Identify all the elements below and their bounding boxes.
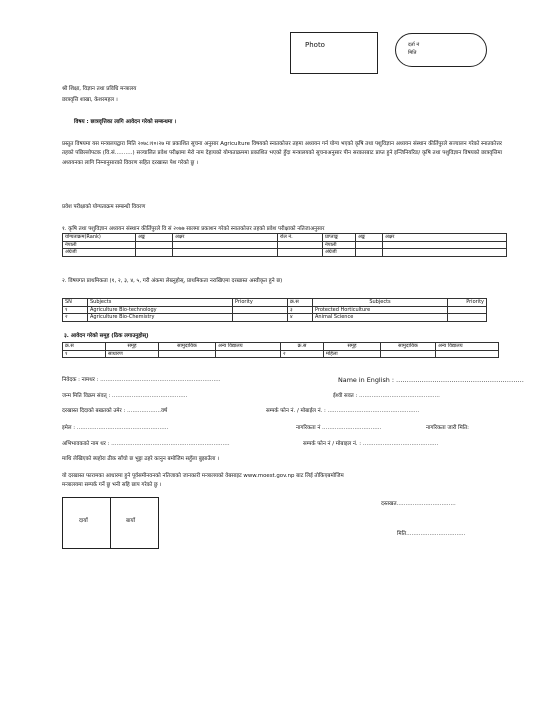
section1-subtitle: १. कृषि तथा पशुविज्ञान अध्ययन संस्थान कीर्तिपुरले वि सं २०७७ सालमा प्रकाशन गरेको स्नातकोत्तर तहको प्रवेश परीक्षाको नतिजाअनुसार [62,226,325,232]
merit-cell: अंग्रेजी [63,249,136,257]
merit-header: अक्षर [173,234,278,242]
registration-oval [395,33,487,67]
group-cell: साधारण [106,350,159,358]
section1-title: प्रवेश परीक्षाको योग्यताक्रम सम्बन्धी विवरण [62,204,146,210]
subjects-header: Priority [448,299,487,307]
age-field[interactable]: दरखास्त दिदाको बखतको उमेर : ……………….वर्ष [62,408,168,414]
thumbprint-divider [110,498,111,548]
merit-header: अङ्क [356,234,383,242]
priority-note: २. विषयगत प्राथमिकता (१, २, ३, ४, ५, गरी अंकमा लेख्नुहोस्, प्राथमिकता नराखिएमा दरखास्त अस्वीकृत हुने छ) [62,278,283,284]
dob-ad-field[interactable]: ईश्वी सवत : ……………………………………… [333,393,440,399]
subjects-header: Subjects [313,299,448,307]
guardian-phone-field[interactable]: सम्पर्क फोन नं / मोबाइल नं. : …………………………………… [303,441,439,447]
table-row [63,350,499,358]
group-header: सामुदायिक [159,343,216,351]
registration-date-label: मिति [408,50,417,56]
citizenship-number-field[interactable]: नागरिकता नं …………………………… [296,425,382,431]
merit-table [62,233,507,257]
subject-cell: १ [63,306,88,314]
subjects-header: Priority [233,299,288,307]
merit-cell: नेपाली [323,241,356,249]
table-row [63,314,487,322]
subjects-header: SN [63,299,88,307]
subjects-header: क्र.स [288,299,313,307]
group-header: समूह [106,343,159,351]
thumbprint-box [62,497,159,549]
merit-cell: अंग्रेजी [323,249,356,257]
guardian-name-field[interactable]: अभिभावकको नाम थर : ………………………………………………………… [62,441,230,447]
subject-cell: ४ [288,314,313,322]
photo-box [290,32,378,74]
merit-header: रोल नं. [278,234,323,242]
group-header: अन्य विद्यालय [436,343,499,351]
group-cell [159,350,216,358]
merit-header: योग्यताक्रम(Rank) [63,234,136,242]
merit-header: अक्षर [383,234,507,242]
subject-cell [233,306,288,314]
merit-cell: नेपाली [63,241,136,249]
subject-cell: Agriculture Bio-technology [88,306,233,314]
citizenship-issue-date-field[interactable]: नागरिकता जारी मिति: [426,425,469,431]
subject-cell: Agriculture Bio-Chemistry [88,314,233,322]
declaration-line: माथि लेखिएको ब्यहोरा ठीक साँचो छ भुट्टा ठहरे कानुन बमोजिम सहुँला बुझाउँला । [62,456,220,462]
right-thumb-label: दायाँ [79,518,88,524]
subjects-table [62,298,487,322]
subject-line: विषय : छात्रवृत्तिका लागि आवेदन गरेको सम्बन्धमा । [74,119,177,125]
subjects-header: Subjects [88,299,233,307]
group-cell: २ [281,350,324,358]
subject-cell [448,314,487,322]
group-cell: १ [63,350,106,358]
table-row [63,306,487,314]
dob-bs-field[interactable]: जन्म मिति विक्रम संवत् : …………………………………… [62,393,188,399]
group-title: ३. आवेदन गरेको समूह (ठिक लगाउनुहोस्) [64,333,149,339]
subject-cell: ३ [288,306,313,314]
group-cell [381,350,436,358]
group-header: सामुदायिक [381,343,436,351]
group-cell [436,350,499,358]
group-header: समूह [324,343,381,351]
declaration-line: यो दरखास्त फारामका आधारमा हुने पूर्वसमीनवनको नतिजाको जानकारी मन्त्रालयको वेबसाइट www.moest.gov.np बाट लिई तोकिएबमोजिम [62,473,344,479]
date-field[interactable]: मिति…………………………… [397,531,466,537]
merit-header: अङ्क [136,234,173,242]
group-cell: महिला [324,350,381,358]
group-header: क्र.स [63,343,106,351]
left-thumb-label: बायाँ [126,518,135,524]
subject-cell [448,306,487,314]
applicant-name-field[interactable]: निवेदक : नामथर : …………………………………………………………. [62,377,221,383]
name-english-field[interactable]: Name in English : …………………………………………………… [338,376,524,384]
subject-cell: Protected Horticulture [313,306,448,314]
group-cell [216,350,281,358]
intro-paragraph: प्रस्तुत विषयमा यस मन्त्रालयद्वारा मिति २०७८।१०।२७ मा प्रकाशित सूचना अनुसार Agriculture विषयको स्नातकोत्तर तहमा अध्ययन गर्न योग्य भएको कृषि तथा पशुविज्ञान अध्ययन संस्थान कीर्तिपुरले सञ्चालन गरेको स्नातकोत्तर तहको पछिल्लोपटक (वि.सं……….) सञ्चालित प्रवेश परीक्षामा मेरो नाम देहायको योग्यताक्रममा प्रकाशित भएको हुँदा मन्त्रालयको सूचनाअनुसार पीन सरकारबाट प्राप्त हुने इन्जिनियरिङ/ कृषि तथा पशुविज्ञान विषयको छात्रवृत्तिमा अध्ययनका लागि निम्नानुसारको विवरण सहित दरखास्त पेश गरेको छु । [62,141,502,166]
group-table [62,342,499,358]
subject-cell [233,314,288,322]
addressee-line2: छात्रवृत्ति शाखा, केशरमहल । [62,97,118,103]
signature-field[interactable]: दस्तखत…………………………… [381,501,456,507]
group-header: क्र.स [281,343,324,351]
group-header: अन्य विद्यालय [216,343,281,351]
photo-label: Photo [305,41,325,49]
subject-cell: २ [63,314,88,322]
declaration-line: मन्त्रालयमा सम्पर्क गर्ने छु भनी सहि छाप गरेको छु । [62,482,162,488]
registration-number-label: दर्ता नं [408,42,420,48]
merit-header: प्राप्ताङ्क [323,234,356,242]
subject-cell: Animal Science [313,314,448,322]
addressee-line1: श्री शिक्षा, विज्ञान तथा प्रविधि मन्त्रालय [62,86,137,92]
email-field[interactable]: इमेल : …………………………………………… [62,425,169,431]
phone-field[interactable]: सम्पर्क फोन नं. / मोबाईल नं. : …………………………………………… [266,408,420,414]
